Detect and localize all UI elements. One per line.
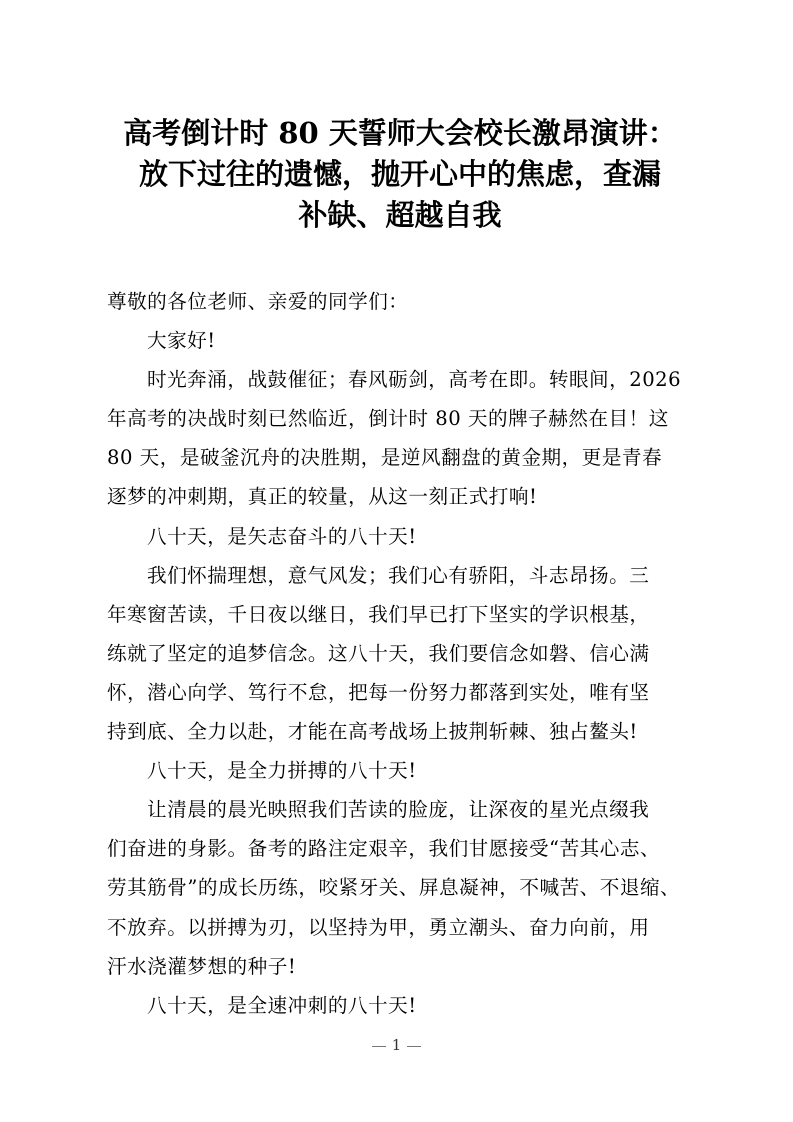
document-title [100, 113, 700, 236]
text-line: 持到底、全力以赴，才能在高考战场上披荆斩棘、独占鳌头! [107, 720, 638, 744]
text-line: 八十天，是矢志奋斗的八十天! [147, 524, 417, 548]
section-heading-3 [107, 986, 687, 1025]
text-line: 年高考的决战时刻已然临近，倒计时 80 天的牌子赫然在目！这 [107, 407, 669, 431]
text-line: 八十天，是全速冲刺的八十天! [147, 993, 417, 1017]
greeting [107, 321, 687, 360]
text-line: 让清晨的晨光映照我们苦读的脸庞，让深夜的星光点缀我 [147, 798, 650, 822]
paragraph-intro [107, 360, 687, 516]
text-line: 80 天，是破釜沉舟的决胜期，是逆风翻盘的黄金期，更是青春 [107, 446, 663, 470]
text-line: 汗水浇灌梦想的种子! [107, 954, 297, 978]
document-body [107, 282, 687, 1025]
text-line: 尊敬的各位老师、亲爱的同学们： [107, 290, 409, 313]
text-line: 们奋进的身影。备考的路注定艰辛，我们甘愿接受“苦其心志、 [107, 837, 661, 861]
text-line: 年寒窗苦读，千日夜以继日，我们早已打下坚实的学识根基， [107, 602, 650, 626]
text-line: 劳其筋骨”的成长历练，咬紧牙关、屏息凝神，不喊苦、不退缩、 [107, 876, 681, 900]
text-line: 时光奔涌，战鼓催征；春风砺剑，高考在即。转眼间，2026 [147, 368, 682, 392]
text-line: 八十天，是全力拼搏的八十天! [147, 759, 417, 783]
paragraph-1 [107, 556, 687, 751]
title-line: 高考倒计时 80 天誓师大会校长激昂演讲： [123, 116, 677, 150]
text-line: 逐梦的冲刺期，真正的较量，从这一刻正式打响! [107, 485, 538, 509]
paragraph-2 [107, 790, 687, 985]
text-line: 不放弃。以拼搏为刃，以坚持为甲，勇立潮头、奋力向前，用 [107, 915, 650, 939]
page-footer [0, 1036, 793, 1054]
text-line: 我们怀揣理想，意气风发；我们心有骄阳，斗志昂扬。三 [147, 563, 650, 587]
text-line: 大家好! [147, 329, 216, 353]
text-line: 练就了坚定的追梦信念。这八十天，我们要信念如磐、信心满 [107, 641, 650, 665]
salutation [107, 282, 687, 321]
text-line: 怀，潜心向学、笃行不怠，把每一份努力都落到实处，唯有坚 [107, 680, 650, 704]
title-line: 补缺、超越自我 [298, 198, 502, 232]
section-heading-2 [107, 751, 687, 790]
page-number: 1 [391, 1036, 402, 1054]
footer-dash [407, 1046, 421, 1047]
section-heading-1 [107, 517, 687, 556]
footer-dash [372, 1046, 386, 1047]
title-line: 放下过往的遗憾，抛开心中的焦虑，查漏 [138, 157, 661, 191]
